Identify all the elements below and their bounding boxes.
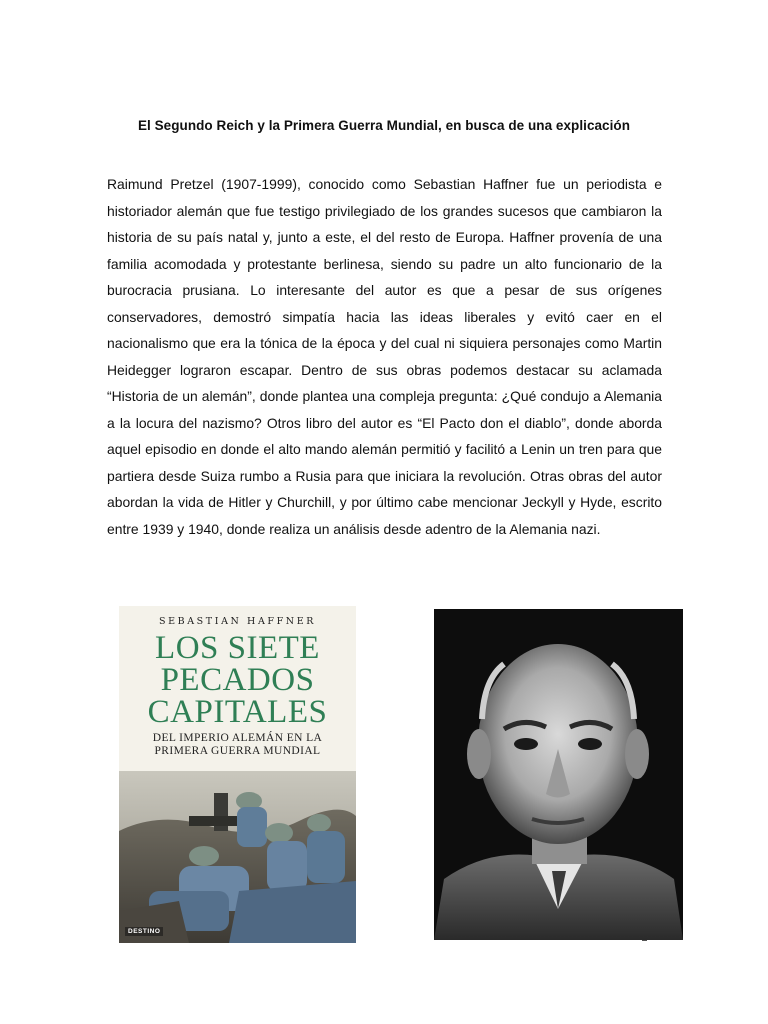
body-paragraph: Raimund Pretzel (1907-1999), conocido como Sebastian Haffner fue un periodista e historiador alemán que fue testigo privilegiado de los grandes sucesos que cambiaron la historia de su país natal y, junto a este, el del resto de Europa. Haffner provenía de una familia acomodada y protestante berlinesa, siendo su padre un alto funcionario de la burocracia prusiana. Lo interesante del autor es que a pesar de sus orígenes conservadores, demostró simpatía hacia las ideas liberales y evitó caer en el nacionalismo que era la tónica de la época y del cual ni siquiera personajes como Martin Heidegger lograron escapar. Dentro de sus obras podemos destacar su aclamada “Historia de un alemán”, donde plantea una compleja pregunta: ¿Qué condujo a Alemania a la locura del nazismo? Otros libro del autor es “El Pacto don el diablo”, donde aborda aquel episodio en donde el alto mando alemán permitió y facilitó a Lenin un tren para que partiera desde Suiza rumbo a Rusia para que iniciara la revolución. Otras obras del autor abordan la vida de Hitler y Churchill, y por último cabe mencionar Jeckyll y Hyde, escrito entre 1939 y 1940, donde realiza un análisis desde adentro de la Alemania nazi. bbox=[107, 176, 662, 537]
book-title-line-1: LOS SIETE bbox=[155, 630, 320, 666]
book-title-line-2: PECADOS bbox=[160, 662, 315, 698]
soldiers-photo bbox=[119, 771, 356, 943]
publisher-logo: DESTINO bbox=[125, 927, 163, 936]
book-subtitle-line-1: DEL IMPERIO ALEMÁN EN LA bbox=[152, 732, 323, 744]
book-subtitle-line-2: PRIMERA GUERRA MUNDIAL bbox=[154, 745, 321, 757]
book-cover-image bbox=[119, 606, 356, 943]
author-portrait-photo bbox=[434, 609, 683, 940]
book-title-line-3: CAPITALES bbox=[147, 694, 328, 730]
document-title: El Segundo Reich y la Primera Guerra Mundial, en busca de una explicación bbox=[137, 118, 631, 133]
decorative-mark bbox=[642, 940, 647, 941]
book-author: SEBASTIAN HAFFNER bbox=[158, 616, 316, 627]
